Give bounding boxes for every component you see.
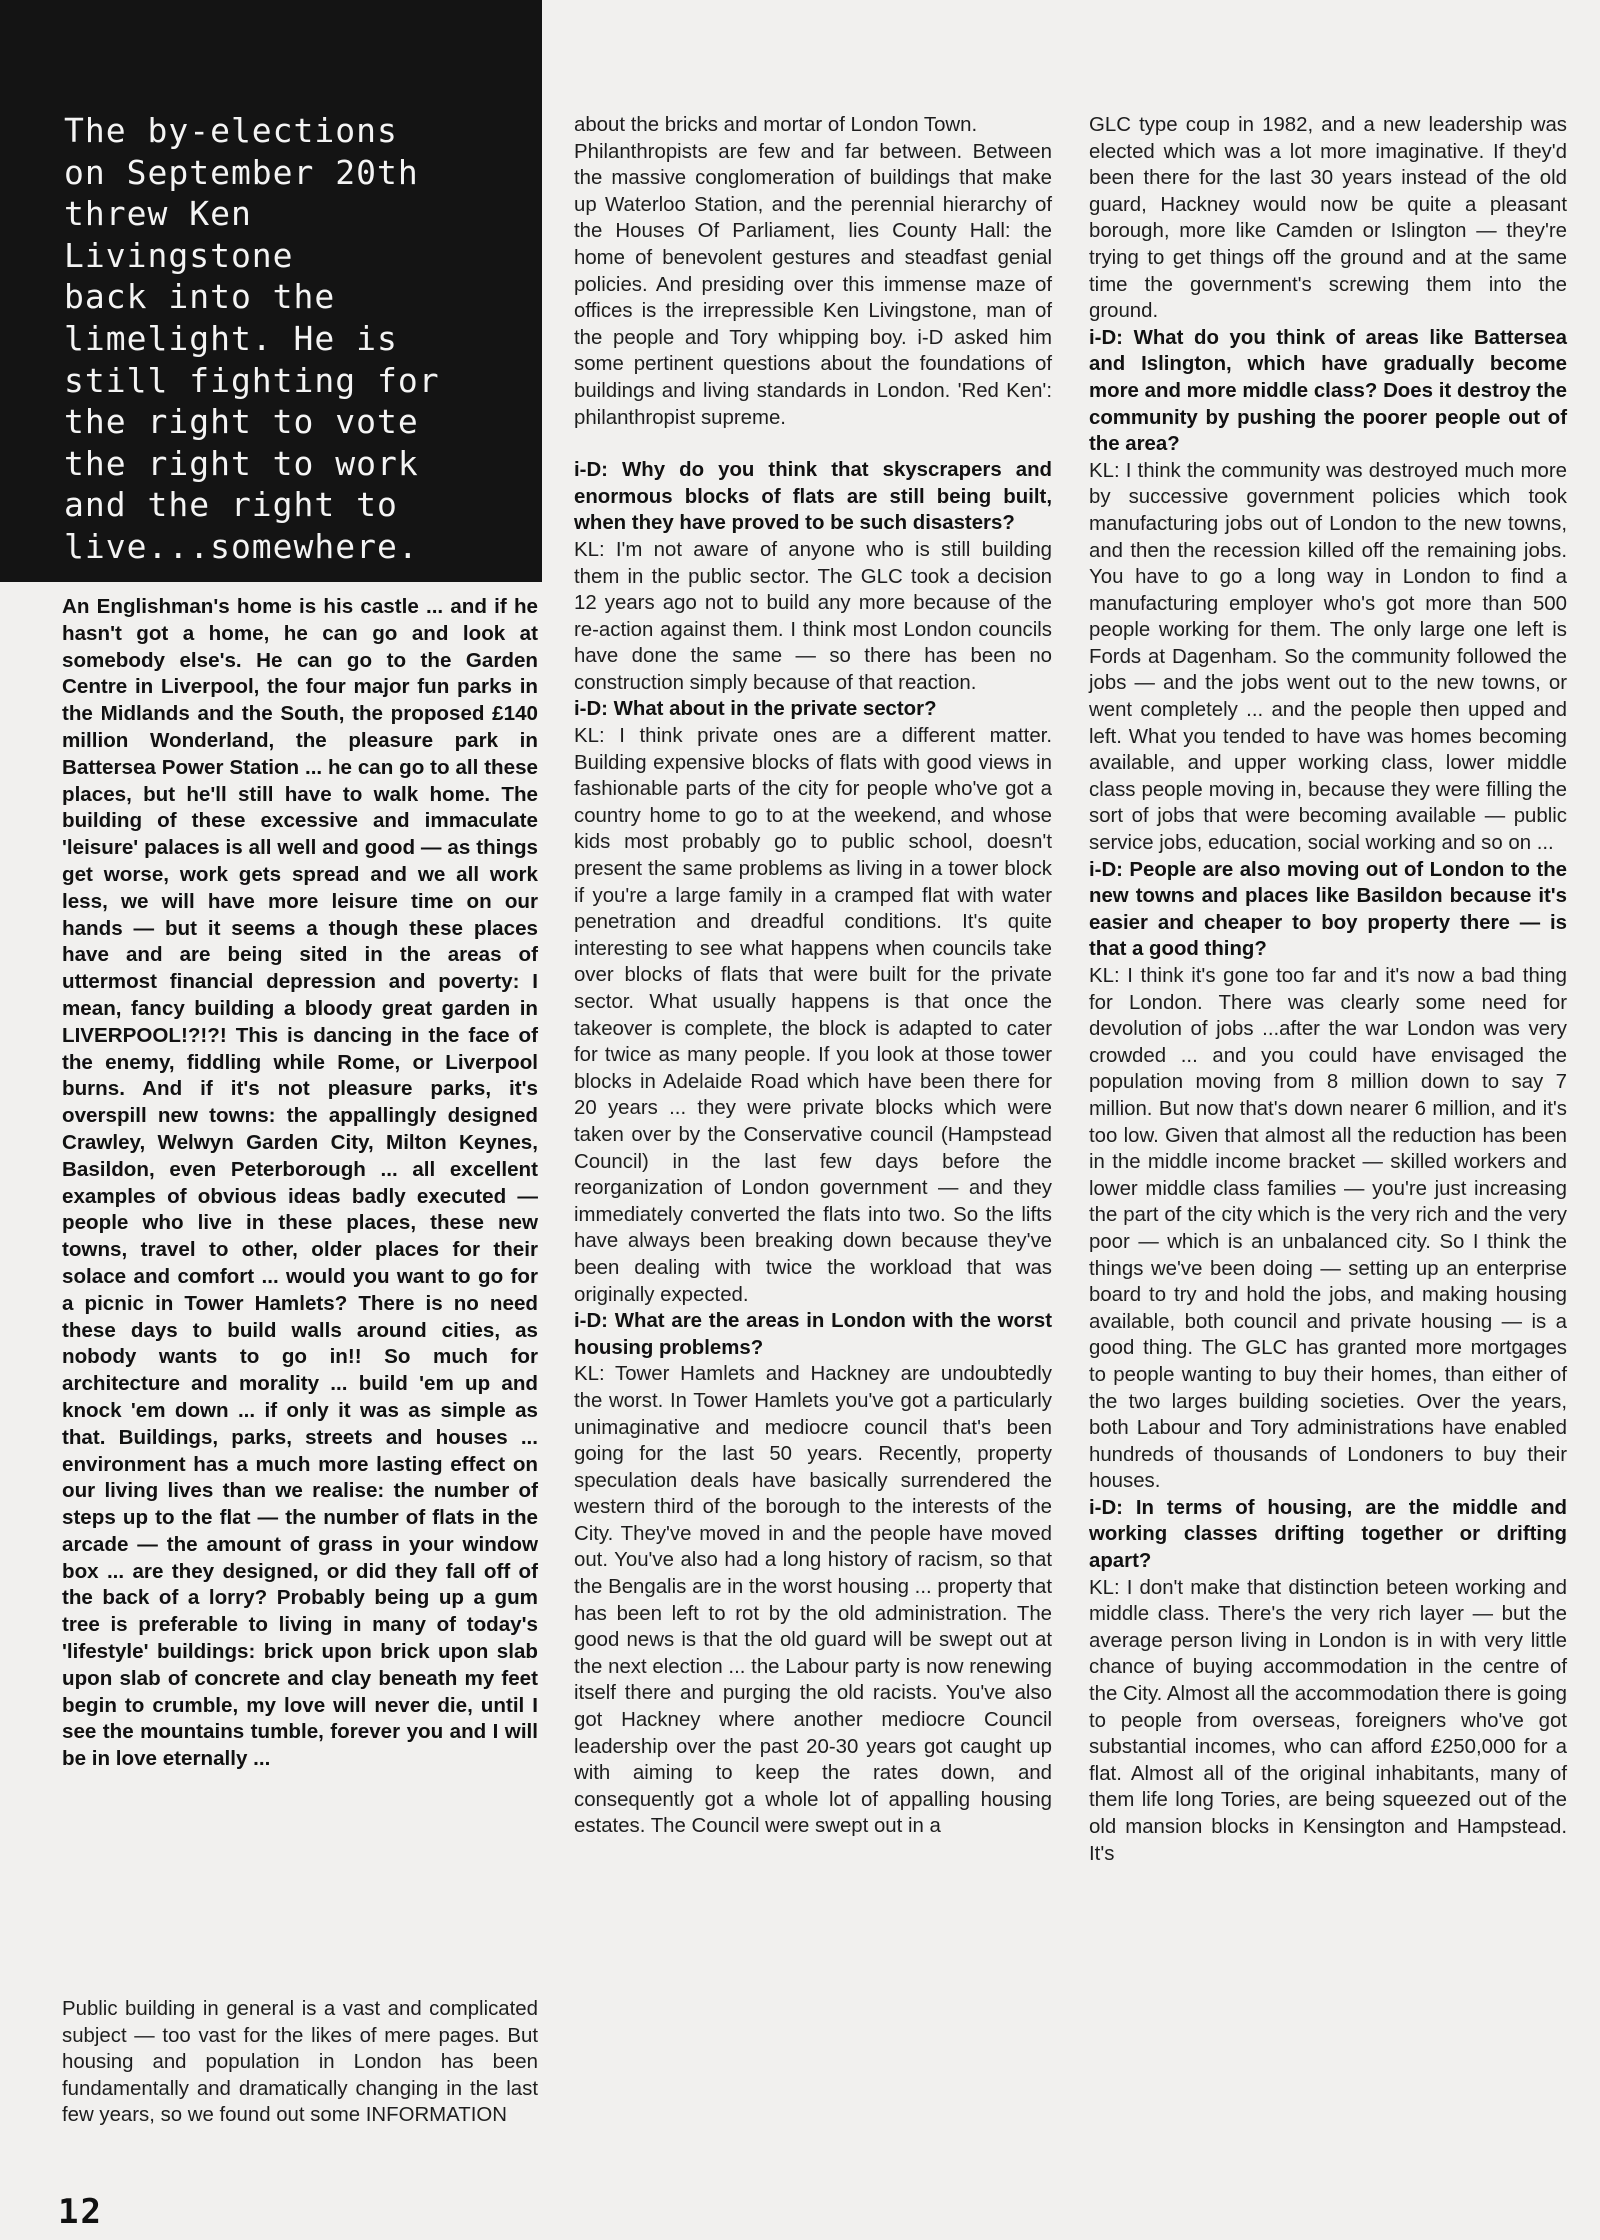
question: i-D: What are the areas in London with the worst housing problems? bbox=[574, 1310, 1052, 1359]
answer: KL: I think private ones are a different matter. Building expensive blocks of flats with good views in fashionable parts of the city for people who've got a country home to go to at the weekend, and whose kids most probably go to public school, doesn't present the same problems as living in a tower block if you're a large family in a cramped flat with water penetration and dreadful conditions. It's quite interesting to see what happens when councils take over blocks of flats that were built for the private sector. What usually happens is that once the takeover is complete, the block is adapted to cater for twice as many people. If you look at those tower blocks in Adelaide Road which have been there for 20 years ... they were private blocks which were taken over by the Conservative council (Hampstead Council) in the last few days before the reorganization of London government — and they immediately converted the flats into two. So the lifts have always been breaking down because they've been dealing with twice the workload that was originally expected. bbox=[574, 725, 1052, 1306]
lead-paragraph: An Englishman's home is his castle ... and if he hasn't got a home, he can go and look at somebody else's. He can go to the Garden Centre in Liverpool, the four major fun parks in the Midlands and the South, the proposed £140 million Wonderland, the pleasure park in Battersea Power Station ... he can go to all these places, but he'll still have to walk home. The building of these excessive and immaculate 'leisure' palaces is all well and good — as things get worse, work gets spread and we all work less, we will have more leisure time on our hands — but it seems a though these places have and are being sited in the areas of uttermost financial depression and poverty: I mean, fancy building a bloody great garden in LIVERPOOL!?!?! This is dancing in the face of the enemy, fiddling while Rome, or Liverpool burns. And if it's not pleasure parks, it's overspill new towns: the appallingly designed Crawley, Welwyn Garden City, Milton Keynes, Basildon, even Peterborough ... all excellent examples of obvious ideas badly executed — people who live in these places, these new towns, travel to other, older places for their solace and comfort ... would you want to go for a picnic in Tower Hamlets? There is no need these days to build walls around cities, as nobody wants to go in!! So much for architecture and morality ... build 'em up and knock 'em down ... if only it was as simple as that. Buildings, parks, streets and houses ... environment has a much more lasting effect on our living lives than we realise: the number of steps up to the flat — the number of flats in the arcade — the amount of grass in your window box ... are they designed, or did they fall off of the back of a lorry? Probably being up a gum tree is preferable to living in many of today's 'lifestyle' buildings: brick upon brick upon slab upon slab of concrete and clay beneath my feet begin to crumble, my love will never die, until I see the mountains tumble, forever you and I will be in love eternally ... bbox=[62, 595, 538, 1771]
question: i-D: In terms of housing, are the middle and working classes drifting together or drifting apart? bbox=[1089, 1496, 1567, 1573]
column-2 bbox=[574, 112, 1052, 1840]
intro-text: The by-elections on September 20th threw Ken Livingstone back into the limelight. He is still fighting for the right to vote the right to work and the right to live...somewhere. bbox=[64, 111, 440, 566]
col2-intro: about the bricks and mortar of London Town. Philanthropists are few and far between. Between the massive conglomeration of buildings that make up Waterloo Station, and the perennial hierarchy of the Houses Of Parliament, lies County Hall: the home of benevolent gestures and steadfast genial policies. And presiding over this immense maze of offices is the irrepressible Ken Livingstone, man of the people and Tory whipping boy. i-D asked him some pertinent questions about the foundations of buildings and living standards in London. 'Red Ken': philanthropist supreme. bbox=[574, 114, 1052, 429]
answer: KL: Tower Hamlets and Hackney are undoubtedly the worst. In Tower Hamlets you've got a particularly unimaginative and mediocre council that's been going for the last 50 years. Recently, property speculation deals have basically surrendered the western third of the borough to the interests of the City. They've moved in and the people have moved out. You've also had a long history of racism, so that the Bengalis are in the worst housing ... property that has been left to rot by the old administration. The good news is that the old guard will be swept out at the next election ... the Labour party is now renewing itself there and purging the old racists. You've also got Hackney where another mediocre Council leadership over the past 20-30 years got caught up with aiming to keep the rates down, and consequently got a whole lot of appalling housing estates. The Council were swept out in a bbox=[574, 1363, 1052, 1838]
col1-body-paragraph: Public building in general is a vast and complicated subject — too vast for the likes of mere pages. But housing and population in London has been fundamentally and dramatically changing in the last few years, so we found out some INFORMATION bbox=[62, 1998, 538, 2127]
question: i-D: What about in the private sector? bbox=[574, 698, 937, 721]
answer: KL: I don't make that distinction beteen working and middle class. There's the very rich layer — but the average person living in London is in with very little chance of buying accommodation in the centre of the City. Almost all the accommodation there is going to people from overseas, foreigners who've got substantial incomes, who can afford £250,000 for a flat. Almost all of the original inhabitants, many of them life long Tories, are being squeezed out of the old mansion blocks in Kensington and Hampstead. It's bbox=[1089, 1576, 1567, 1865]
question: i-D: Why do you think that skyscrapers and enormous blocks of flats are still being built, when they have proved to be such disasters? bbox=[574, 459, 1052, 535]
page-number: 12 bbox=[58, 2192, 103, 2232]
answer: KL: I think the community was destroyed much more by successive government policies which took manufacturing jobs out of London to the new towns, and then the recession killed off the remaining jobs. You have to go a long way in London to find a manufacturing employer who's got more than 500 people working for them. The only large one left is Fords at Dagenham. So the community followed the jobs — and the jobs went out to the new towns, or went completely ... and the people then upped and left. What you tended to have was homes becoming available, and upper working class, lower middle class people moving in, because they were filling the sort of jobs that were becoming available — public service jobs, education, social working and so on ... bbox=[1089, 459, 1567, 855]
intro-box bbox=[0, 0, 542, 582]
question: i-D: People are also moving out of London to the new towns and places like Basildon because it's easier and cheaper to boy property there — is that a good thing? bbox=[1089, 858, 1567, 961]
answer: KL: I think it's gone too far and it's now a bad thing for London. There was clearly some need for devolution of jobs ...after the war London was very crowded ... and you could have envisaged the population moving from 8 million down to say 7 million. But now that's down nearer 6 million, and it's too low. Given that almost all the reduction has been in the middle income bracket — skilled workers and lower middle class families — you're just increasing the part of the city which is the very rich and the very poor — which is an unbalanced city. So I think the things we've been doing — setting up an enterprise board to try and hold the jobs, and making housing available, both council and private housing — is a good thing. The GLC has granted more mortgages to people wanting to buy their homes, than either of the two larges building societies. Over the years, both Labour and Tory administrations have enabled hundreds of thousands of Londoners to buy their houses. bbox=[1089, 965, 1567, 1493]
column-3 bbox=[1089, 112, 1567, 1867]
answer: KL: I'm not aware of anyone who is still building them in the public sector. The GLC took a decision 12 years ago not to build any more because of the re-action against them. I think most London councils have done the same — so there has been no construction simply because of that reaction. bbox=[574, 538, 1052, 694]
question: i-D: What do you think of areas like Battersea and Islington, which have gradually become more and more middle class? Does it destroy the community by pushing the poorer people out of the area? bbox=[1089, 326, 1567, 456]
col3-intro: GLC type coup in 1982, and a new leadership was elected which was a lot more imaginative. If they'd been there for the last 30 years instead of the old guard, Hackney would now be quite a pleasant borough, more like Camden or Islington — they're trying to get things off the ground and at the same time the government's screwing them into the ground. bbox=[1089, 114, 1567, 323]
